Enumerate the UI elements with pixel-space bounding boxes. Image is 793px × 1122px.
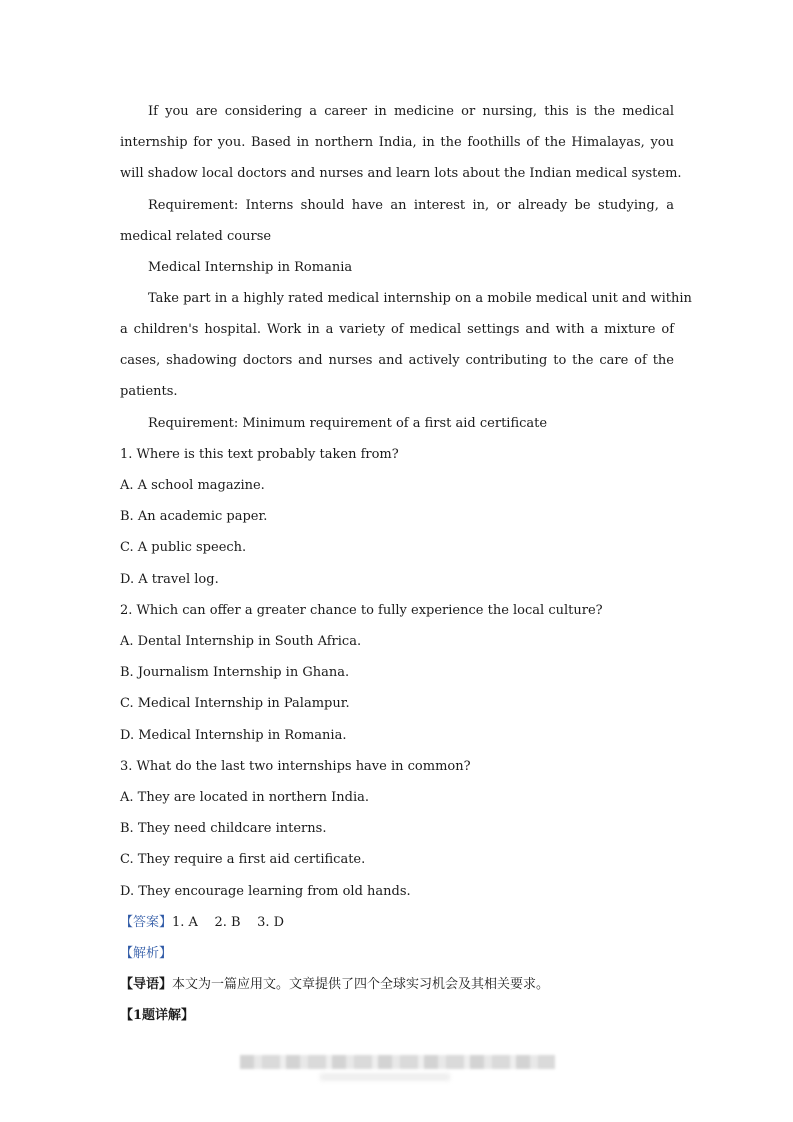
guide-text: 本文为一篇应用文。文章提供了四个全球实习机会及其相关要求。 [172, 977, 550, 992]
question-1-option-a: A. A school magazine. [120, 478, 265, 493]
question-3-option-b: B. They need childcare interns. [120, 821, 327, 836]
intro-line-2: internship for you. Based in northern India, in the foothills of the Himalayas, you [120, 135, 674, 150]
answer-text: 1. A 2. B 3. D [172, 915, 285, 930]
question-3-option-c: C. They require a first aid certificate. [120, 852, 366, 867]
analysis-line [120, 945, 674, 963]
blurred-footer [240, 1055, 555, 1069]
question-2-option-c: C. Medical Internship in Palampur. [120, 696, 350, 711]
detail-1-label: 【1题详解】 [120, 1008, 195, 1023]
romania-heading: Medical Internship in Romania [148, 260, 353, 275]
question-3-option-d: D. They encourage learning from old hands. [120, 884, 411, 899]
romania-line-2: a children's hospital. Work in a variety of medical settings and with a mixture of [120, 322, 674, 337]
question-1-stem: 1. Where is this text probably taken from? [120, 447, 399, 462]
question-3-stem: 3. What do the last two internships have in common? [120, 759, 471, 774]
answer-line [120, 914, 674, 932]
palampur-requirement-line-1: Requirement: Interns should have an interest in, or already be studying, a [148, 198, 674, 213]
question-1-option-b: B. An academic paper. [120, 509, 268, 524]
romania-line-1: Take part in a highly rated medical internship on a mobile medical unit and within [148, 291, 692, 306]
intro-line-3: will shadow local doctors and nurses and learn lots about the Indian medical system. [120, 166, 682, 181]
question-1-option-d: D. A travel log. [120, 572, 219, 587]
question-2-option-b: B. Journalism Internship in Ghana. [120, 665, 350, 680]
blurred-footer-sub [320, 1073, 450, 1081]
guide-label: 【导语】 [120, 977, 173, 992]
question-2-option-d: D. Medical Internship in Romania. [120, 728, 347, 743]
detail-1-line [120, 1007, 674, 1025]
question-2-option-a: A. Dental Internship in South Africa. [120, 634, 362, 649]
answer-label: 【答案】 [120, 915, 173, 930]
guide-line [120, 976, 674, 994]
romania-line-3: cases, shadowing doctors and nurses and actively contributing to the care of the [120, 353, 674, 368]
question-3-option-a: A. They are located in northern India. [120, 790, 369, 805]
romania-requirement: Requirement: Minimum requirement of a first aid certificate [148, 416, 548, 431]
romania-line-4: patients. [120, 384, 178, 399]
analysis-label: 【解析】 [120, 946, 173, 961]
palampur-requirement-line-2: medical related course [120, 229, 272, 244]
question-2-stem: 2. Which can offer a greater chance to fully experience the local culture? [120, 603, 603, 618]
intro-line-1: If you are considering a career in medicine or nursing, this is the medical [148, 104, 674, 119]
question-1-option-c: C. A public speech. [120, 540, 247, 555]
